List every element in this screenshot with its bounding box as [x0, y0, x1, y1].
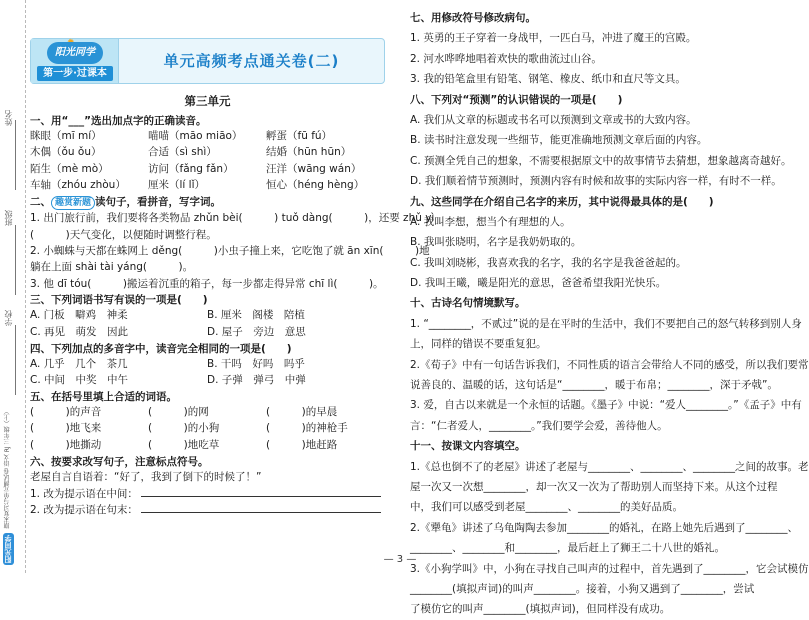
left-column: [30, 38, 435, 558]
q1-item: 陌生（mè mò）: [30, 162, 109, 175]
q1-item: 喵喵（māo miāo）: [148, 129, 243, 142]
q5-title: 五、在括号里填上合适的词语。: [30, 390, 177, 403]
q3-option-c: C. 再见 萌发 因此: [30, 325, 129, 338]
q9-title: 九、这些同学在介绍自己名字的来历，其中说得最具体的是( ): [410, 195, 714, 208]
q1-item: 结婚（hūn hūn）: [266, 146, 352, 159]
school-field-label: 学校: [4, 310, 13, 326]
q5-row: [30, 421, 385, 437]
q7-title: 七、用修改符号修改病句。: [410, 12, 536, 24]
q9-option: A. 我叫李想，想当个有理想的人。: [410, 215, 571, 228]
q1-row: [30, 161, 385, 177]
q11-line: ________、________和________，最后赶上了狮王二十八世的婚礼。: [410, 542, 725, 555]
q11-line: ________(填拟声词)的叫声________。接着，小狗又遇到了________，尝试: [410, 582, 755, 595]
q5-row: [30, 437, 385, 453]
q6-title: 六、按要求改写句子，注意标点符号。: [30, 455, 209, 468]
q8-option: A. 我们从文章的标题或书名可以预测到文章或书的大致内容。: [410, 113, 697, 126]
q5-item: ( )地吃草: [148, 438, 220, 451]
q4-options: [30, 356, 385, 372]
q2-title: [30, 196, 385, 210]
q10-line: 2.《荀子》中有一句话告诉我们，不同性质的语言会带给人不同的感受，所以我们要常: [410, 358, 809, 371]
binding-margin: [0, 0, 26, 573]
q1-item: 车轴（zhóu zhòu）: [30, 179, 126, 192]
q5-row: [30, 405, 385, 421]
q5-item: ( )的小狗: [148, 422, 220, 435]
q11-line: 了模仿它的叫声________(填拟声词)，但同样没有成功。: [410, 603, 671, 616]
q6-answer-row: [30, 502, 385, 518]
q6-answer-row: [30, 486, 385, 502]
q3-option-b: B. 厘米 阁楼 陪植: [207, 309, 305, 322]
q1-row: [30, 129, 385, 145]
q8-title: 八、下列对“预测”的认识错误的一项是( ): [410, 93, 623, 106]
brand-text: 期末复习与单元测试卷 语文 RJ 三年级（上）: [4, 408, 11, 529]
name-line: [15, 120, 19, 190]
q5-item: ( )的神枪手: [266, 422, 348, 435]
school-line: [15, 325, 19, 395]
q2-prefix: 二、: [30, 196, 51, 209]
q5-item: ( )地赶路: [266, 438, 338, 451]
answer-line[interactable]: [141, 486, 381, 497]
class-field-label: 班级: [4, 210, 13, 226]
q5-item: ( )的网: [148, 405, 209, 418]
q5-item: ( )的声音: [30, 405, 102, 418]
q1-row: [30, 178, 385, 194]
brand-logo: 阳光同学: [3, 533, 14, 565]
q11-line: 3.《小狗学叫》中，小狗在寻找自己叫声的过程中，首先遇到了________，它会试模仿: [410, 562, 809, 575]
q3-option-a: A. 门板 噼鸡 神柔: [30, 309, 128, 322]
q4-option-a: A. 几乎 几个 茶几: [30, 357, 128, 370]
q3-options: [30, 308, 385, 324]
q1-item: 孵蛋（fū fú）: [266, 129, 333, 142]
q1-item: 恒心（héng hèng）: [266, 179, 365, 192]
q5-item: ( )的早晨: [266, 405, 338, 418]
q1-item: 眯眼（mī mí）: [30, 129, 102, 142]
q10-line: 说善良的、温暖的话，这句话是“________，暖于布帛；________，深于矛戟”。: [410, 379, 778, 392]
right-column: [410, 12, 809, 616]
q10-line: 1. “________，不贰过”说的是在平时的生活中，我们不要把自己的怒气转移到别人身: [410, 317, 802, 330]
q11-title: 十一、按课文内容填空。: [410, 440, 526, 453]
q3-title: 三、下列词语书写有误的一项是( ): [30, 294, 208, 307]
q9-option: B. 我叫张晓明，名字是我奶奶取的。: [410, 236, 582, 249]
name-field-label: 姓名: [4, 110, 13, 126]
q6-sentence: 老屋自言自语着：“好了，我到了倒下的时候了！”: [30, 471, 262, 484]
q8-option: D. 我们顺着情节预测时，预测内容有时候和故事的实际内容一样，有时不一样。: [410, 175, 782, 188]
class-line: [15, 225, 19, 295]
q2-line: 1. 出门旅行前，我们要将各类物品 zhǔn bèi( ) tuǒ dàng( )，还要 zhǔ yì: [30, 212, 435, 225]
q4-options: [30, 373, 385, 389]
brand-logo-badge: 阳光同学: [47, 42, 103, 64]
q9-option: D. 我叫王曦，曦是阳光的意思，爸爸希望我阳光快乐。: [410, 277, 667, 290]
q4-option-d: D. 子弹 弹弓 中弹: [207, 373, 306, 386]
q11-line: 2.《犟龟》讲述了乌龟陶陶去参加________的婚礼，在路上她先后遇到了________、: [410, 521, 799, 534]
q1-title: 一、用“___”选出加点字的正确读音。: [30, 114, 207, 127]
q4-title: 四、下列加点的多音字中，读音完全相同的一项是( ): [30, 342, 292, 355]
page-title: 单元高频考点通关卷(二): [163, 52, 340, 70]
q3-options: [30, 324, 385, 340]
q11-line: 中，我们可以感受到老屋________、________的美好品质。: [410, 501, 683, 514]
q8-option: C. 预测全凭自己的想象，不需要根据原文中的故事情节去猜想，想象越离奇越好。: [410, 154, 792, 167]
q7-line: 1. 英勇的王子穿着一身战甲，一匹白马，冲进了魔王的宫殿。: [410, 32, 697, 45]
unit-title: 第三单元: [184, 94, 231, 108]
page-number: — 3 —: [383, 554, 417, 565]
q1-item: 厘米（lí lǐ）: [148, 179, 206, 192]
q8-option: B. 读书时注意发现一些细节，能更准确地预测文章后面的内容。: [410, 134, 708, 147]
q10-line: 上，同样的错误不要重复犯。: [410, 338, 547, 351]
q10-line: 言：“仁者爱人，________。”我们要学会爱，善待他人。: [410, 419, 668, 432]
q6-prompt: 2. 改为提示语在句末：: [30, 504, 138, 517]
q6-prompt: 1. 改为提示语在中间：: [30, 487, 138, 500]
q11-line: 屋一次又一次想________，却一次又一次为了帮助别人而坚持下来。从这个过程: [410, 480, 778, 493]
q7-line: 3. 我的铅笔盒里有铅笔、钢笔、橡皮、纸巾和直尺等文具。: [410, 73, 686, 86]
q2-title-rest: 读句子，看拼音，写字词。: [95, 196, 222, 209]
q2-line: 3. 他 dī tóu( )搬运着沉重的箱子，每一步都走得异常 chī lì( )。: [30, 277, 384, 290]
q1-item: 汪洋（wāng wán）: [266, 162, 362, 175]
page-header: [30, 38, 385, 84]
step-label: 第一步·过课本: [37, 66, 113, 81]
q1-row: [30, 145, 385, 161]
q5-item: ( )地撕动: [30, 438, 102, 451]
brand-strip: [3, 408, 21, 565]
new-question-tag: 趣赏新题: [51, 196, 95, 210]
q1-item: 访问（fǎng fǎn）: [148, 162, 234, 175]
q10-line: 3. 爱，自古以来就是一个永恒的话题。《墨子》中说：“爱人________。”《孟子》中有: [410, 399, 802, 412]
q11-line: 1.《总也倒不了的老屋》讲述了老屋与________、________、________之间的故事。老: [410, 460, 809, 473]
q1-item: 合适（sì shì）: [148, 146, 217, 159]
q10-title: 十、古诗名句情境默写。: [410, 297, 526, 310]
q2-line: 躺在上面 shài tài yáng( )。: [30, 261, 194, 274]
q4-option-c: C. 中间 中奖 中午: [30, 373, 129, 386]
logo-area: [31, 39, 119, 83]
answer-line[interactable]: [141, 502, 381, 513]
q4-option-b: B. 干吗 好吗 吗乎: [207, 357, 305, 370]
q2-line: 2. 小蜘蛛与天都在蛛网上 děng( )小虫子撞上来，它吃饱了就 ān xīn( )地: [30, 244, 430, 257]
q5-item: ( )地飞来: [30, 422, 102, 435]
q7-line: 2. 河水哗哗地唱着欢快的歌曲流过山谷。: [410, 52, 602, 65]
q2-line: ( )天气变化，以便随时调整行程。: [30, 228, 217, 241]
q3-option-d: D. 屋子 旁边 意思: [207, 325, 306, 338]
q9-option: C. 我叫刘晓彬，我喜欢我的名字，我的名字是我爸爸起的。: [410, 256, 687, 269]
q1-item: 木偶（ǒu ǒu）: [30, 146, 102, 159]
